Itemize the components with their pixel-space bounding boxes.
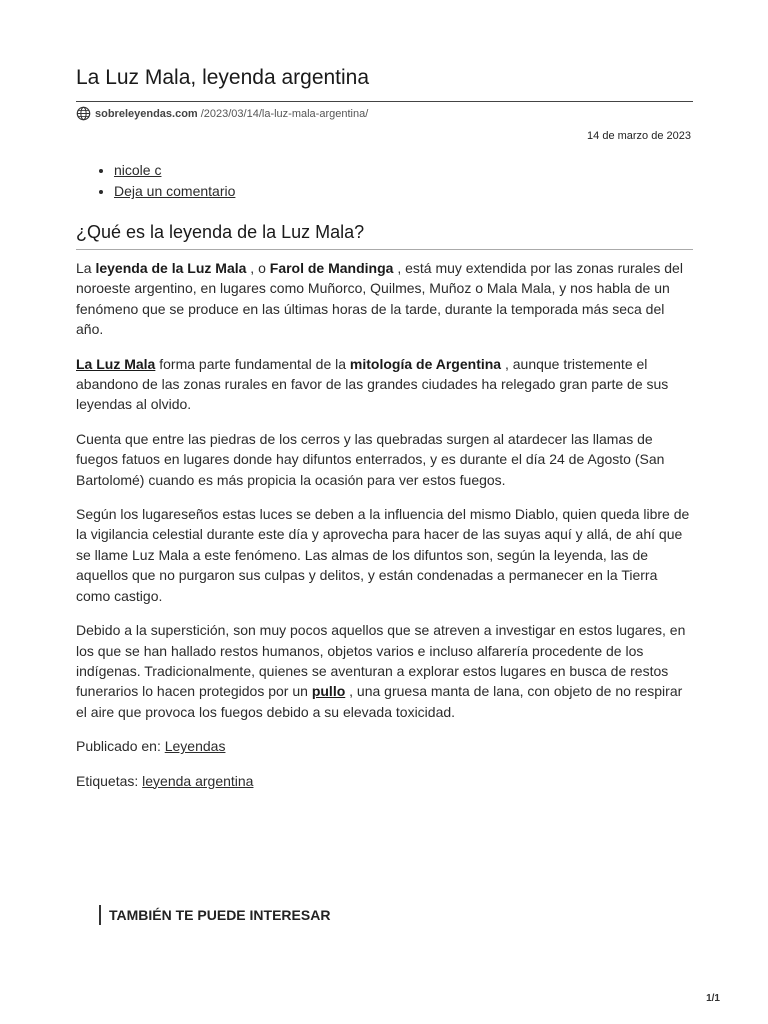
section-heading: ¿Qué es la leyenda de la Luz Mala?: [76, 222, 365, 242]
paragraph-5: [76, 620, 693, 722]
text: forma parte fundamental de la: [155, 355, 350, 372]
pullo-link[interactable]: pullo: [311, 683, 346, 700]
publish-date: 14 de marzo de 2023: [587, 130, 691, 142]
page-title: La Luz Mala, leyenda argentina: [76, 66, 370, 89]
bold-text: Farol de Mandinga: [269, 260, 394, 276]
text: , o: [246, 260, 270, 276]
tags: [76, 771, 693, 791]
text: La: [76, 260, 96, 276]
tags-label: Etiquetas:: [76, 772, 143, 789]
category-link[interactable]: Leyendas: [164, 738, 226, 755]
page-number: 1/1: [706, 993, 720, 1004]
text: Debido a la superstición, son muy pocos aquellos que se atreven a investigar en estos lugares, en los que se han hallado restos humanos, objetos varios e incluso alfarería procedente de los indígenas. Tradicionalmente, quienes se aventuran a explorar estos lugares en busca de restos funerarios lo hacen protegidos por un: [76, 622, 686, 700]
text: , una gruesa manta de lana, con objeto de no respirar el aire que provoca los fuegos debido a su elevada toxicidad.: [76, 683, 683, 720]
paragraph-1: [76, 258, 693, 340]
text: , aunque tristemente el abandono de las zonas rurales en favor de las grandes ciudades ha relegado gran parte de sus leyendas al olvido.: [76, 355, 669, 413]
paragraph-4: Según los lugareseños estas luces se deben a la influencia del mismo Diablo, quien queda libre de la vigilancia celestial durante este día y aprovecha para hacer de las suyas aquí y allá, de ahí que se llame Luz Mala a este fenómeno. Las almas de los difuntos son, según la leyenda, las de aquellos que no purgaron sus culpas y delitos, y están condenadas a permanecer en la Tierra como castigo.: [76, 506, 690, 604]
source-domain[interactable]: sobreleyendas.com: [95, 107, 198, 120]
paragraph-3: Cuenta que entre las piedras de los cerros y las quebradas surgen al atardecer las llamas de fuegos fatuos en lugares donde hay difuntos enterrados, y es durante el día 24 de Agosto (San Bartolomé) cuando es más propicia la ocasión para ver estos fuegos.: [76, 430, 665, 488]
list-item: [114, 181, 235, 202]
related-heading: TAMBIÉN TE PUEDE INTERESAR: [99, 905, 330, 925]
globe-icon: [76, 106, 91, 121]
heading-divider: [76, 249, 693, 250]
title-divider: [76, 101, 693, 102]
published-in: [76, 736, 693, 756]
luz-mala-link[interactable]: La Luz Mala: [76, 355, 156, 372]
paragraph-2: [76, 354, 693, 415]
bold-text: leyenda de la Luz Mala: [95, 260, 247, 276]
bold-text: mitología de Argentina: [349, 355, 502, 372]
tag-link[interactable]: leyenda argentina: [142, 772, 254, 789]
text: , está muy extendida por las zonas rurales del noroeste argentino, en lugares como Muñorco, Quilmes, Muñoz o Mala Mala, y nos habla de un fenómeno que se produce en las últimas horas de la tarde, durante la temporada más seca del año.: [76, 260, 683, 338]
source-path[interactable]: /2023/03/14/la-luz-mala-argentina/: [200, 107, 369, 120]
list-item: [114, 160, 235, 181]
author-link[interactable]: nicole c: [114, 162, 162, 178]
article-body: [76, 258, 693, 805]
meta-list: [76, 160, 235, 202]
source-url: [76, 106, 368, 121]
published-label: Publicado en:: [76, 738, 165, 755]
comment-link[interactable]: Deja un comentario: [114, 183, 236, 199]
